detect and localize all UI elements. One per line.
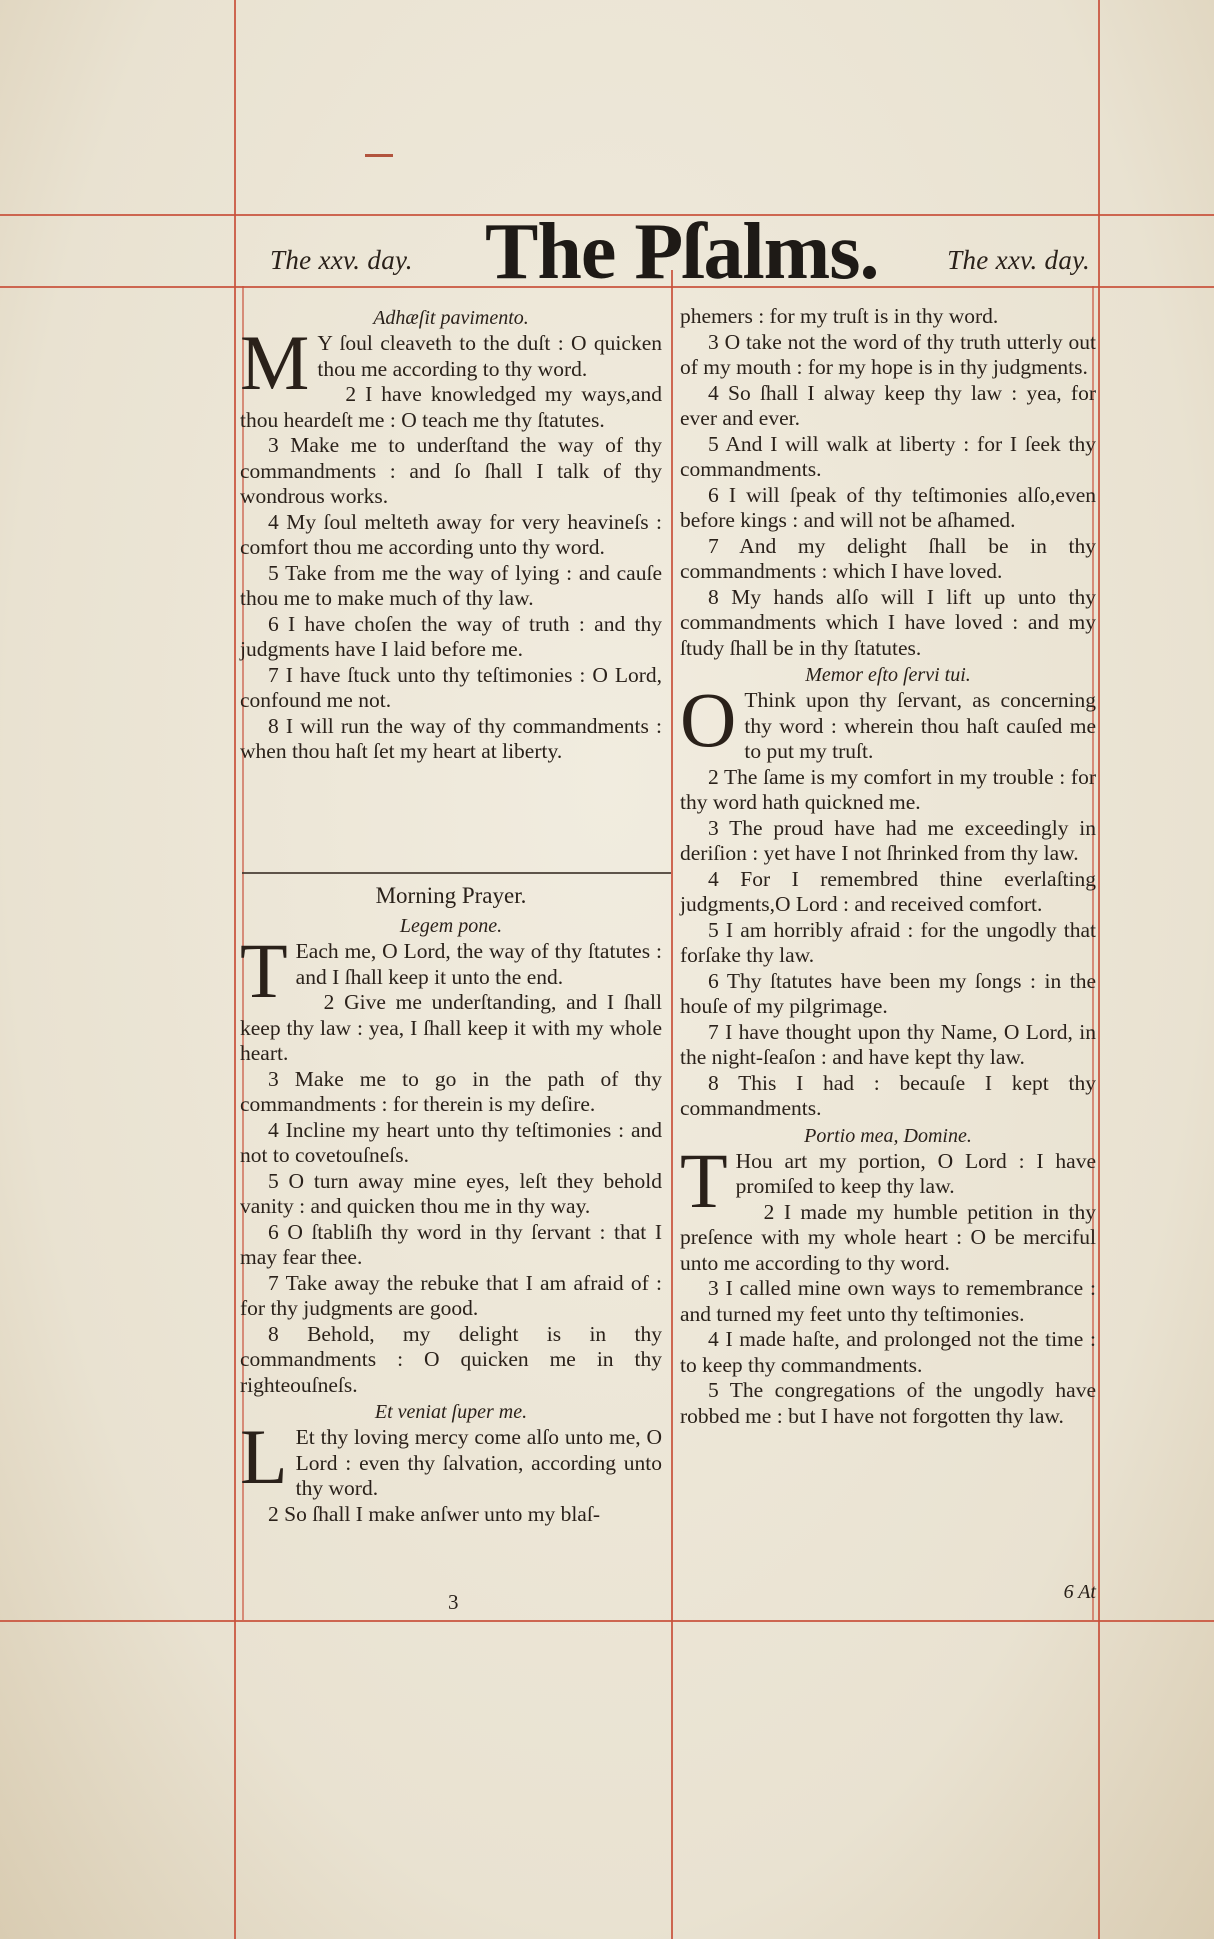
verse: 4 My ſoul melteth away for very heavineſs : comfort thou me according unto thy word.: [240, 509, 662, 559]
verse: phemers : for my truſt is in thy word.: [680, 304, 999, 328]
folio-number: 3: [448, 1590, 459, 1614]
verse: T Each me, O Lord, the way of thy ſtatutes : and I ſhall keep it unto the end.: [240, 927, 662, 1014]
verse: 5 I am horribly afraid : for the ungodly that forſake thy law.: [680, 917, 1096, 967]
drop-capital: O: [680, 676, 737, 763]
verse: 7 Take away the rebuke that I am afraid of : for thy judgments are good.: [240, 1270, 662, 1320]
rule-right-margin: [1098, 0, 1100, 1939]
printer-mark: [365, 154, 393, 157]
verse: 4 For I remembred thine everlaſting judgments,O Lord : and received comfort.: [680, 866, 1096, 916]
section-latin-title: Portio mea, Domine.: [804, 1124, 972, 1147]
running-head-left-day: The xxv. day.: [270, 245, 413, 275]
verse: 7 And my delight ſhall be in thy commandments : which I have loved.: [680, 533, 1096, 583]
verse: 3 Make me to underſtand the way of thy commandments : and ſo ſhall I talk of thy wondrous works.: [240, 433, 662, 508]
verse: 8 I will run the way of thy commandments : when thou haſt ſet my heart at liberty.: [240, 713, 662, 763]
rule-left-margin: [234, 0, 236, 1939]
verse: 8 This I had : becauſe I kept thy commandments.: [680, 1070, 1096, 1120]
verse: 2 I have knowledged my ways,and thou heardeſt me : O teach me thy ſtatutes.: [240, 382, 662, 432]
section-latin-title: Et veniat ſuper me.: [374, 1401, 528, 1423]
verse: 7 I have ſtuck unto thy teſtimonies : O Lord, confound me not.: [240, 662, 662, 712]
verse: L Et thy loving mercy come alſo unto me, O Lord : even thy ſalvation, according unto thy word.: [240, 1413, 662, 1500]
rule-footer: [0, 1620, 1214, 1622]
page-title: The Pſalms.: [485, 208, 879, 296]
right-column: [680, 304, 1096, 1429]
verse: 2 So ſhall I make anſwer unto my blaſ-: [268, 1501, 600, 1526]
verse: 2 Give me underſtanding, and I ſhall keep thy law : yea, I ſhall keep it with my whole heart.: [240, 990, 662, 1065]
running-head-right-day: The xxv. day.: [947, 245, 1090, 275]
verse: 8 My hands alſo will I lift up unto thy commandments which I have loved : and my ſtudy ſhall be in thy ſtatutes.: [680, 584, 1096, 660]
verse: 6 Thy ſtatutes have been my ſongs : in the houſe of my pilgrimage.: [680, 968, 1096, 1018]
verse: 5 The congregations of the ungodly have robbed me : but I have not forgotten thy law.: [680, 1378, 1096, 1428]
section-latin-title: Memor eſto ſervi tui.: [805, 664, 971, 686]
section-latin-title: Adhæſit pavimento.: [373, 307, 529, 329]
verse: 4 So ſhall I alway keep thy law : yea, for ever and ever.: [680, 380, 1096, 430]
verse: 3 Make me to go in the path of thy commandments : for therein is my deſire.: [240, 1066, 662, 1116]
verse: T Hou art my portion, O Lord : I have promiſed to keep thy law.: [680, 1136, 1096, 1224]
verse: 3 I called mine own ways to remembrance : and turned my feet unto thy teſtimonies.: [680, 1276, 1096, 1326]
verse: 2 The ſame is my comfort in my trouble : for thy word hath quickned me.: [680, 764, 1096, 814]
verse: 6 O ſtabliſh thy word in thy ſervant : that I may fear thee.: [240, 1219, 662, 1269]
verse: M Y ſoul cleaveth to the duſt : O quicken thou me according to thy word.: [240, 319, 662, 406]
verse: 2 I made my humble petition in thy preſence with my whole heart : O be merciful unto me according to thy word.: [680, 1199, 1096, 1275]
left-column-bottom: [240, 876, 662, 1527]
drop-capital: T: [240, 927, 288, 1014]
verse: 8 Behold, my delight is in thy commandments : O quicken me in thy righteouſneſs.: [240, 1321, 662, 1397]
verse: 3 The proud have had me exceedingly in deriſion : yet have I not ſhrinked from thy law.: [680, 815, 1096, 865]
verse: O Think upon thy ſervant, as concerning thy word : wherein thou haſt cauſed me to put my truſt.: [680, 676, 1096, 763]
verse: 6 I have choſen the way of truth : and thy judgments have I laid before me.: [240, 611, 662, 661]
left-column-top: [240, 304, 662, 765]
catchword: 6 At: [1063, 1581, 1096, 1603]
verse: 4 I made haſte, and prolonged not the time : to keep thy commandments.: [680, 1327, 1096, 1377]
running-head: [240, 205, 1100, 296]
section-latin-title: Legem pone.: [399, 915, 503, 937]
verse: 7 I have thought upon thy Name, O Lord, in the night-ſeaſon : and have kept thy law.: [680, 1019, 1096, 1069]
verse: 3 O take not the word of thy truth utterly out of my mouth : for my hope is in thy judgments.: [680, 329, 1096, 379]
verse: 5 And I will walk at liberty : for I ſeek thy commandments.: [680, 431, 1096, 481]
verse: 6 I will ſpeak of thy teſtimonies alſo,even before kings : and will not be aſhamed.: [680, 482, 1096, 532]
verse: 5 O turn away mine eyes, leſt they behold vanity : and quicken thou me in thy way.: [240, 1168, 662, 1218]
drop-capital: L: [240, 1413, 288, 1500]
section-heading: Morning Prayer.: [375, 883, 527, 908]
verse: 5 Take from me the way of lying : and cauſe thou me to make much of thy law.: [240, 560, 662, 610]
drop-capital: M: [240, 319, 310, 406]
rule-column-divider: [671, 270, 673, 1939]
verse: 4 Incline my heart unto thy teſtimonies : and not to covetouſneſs.: [240, 1117, 662, 1167]
rule-section-divider: [242, 872, 671, 874]
drop-capital: T: [680, 1136, 728, 1224]
